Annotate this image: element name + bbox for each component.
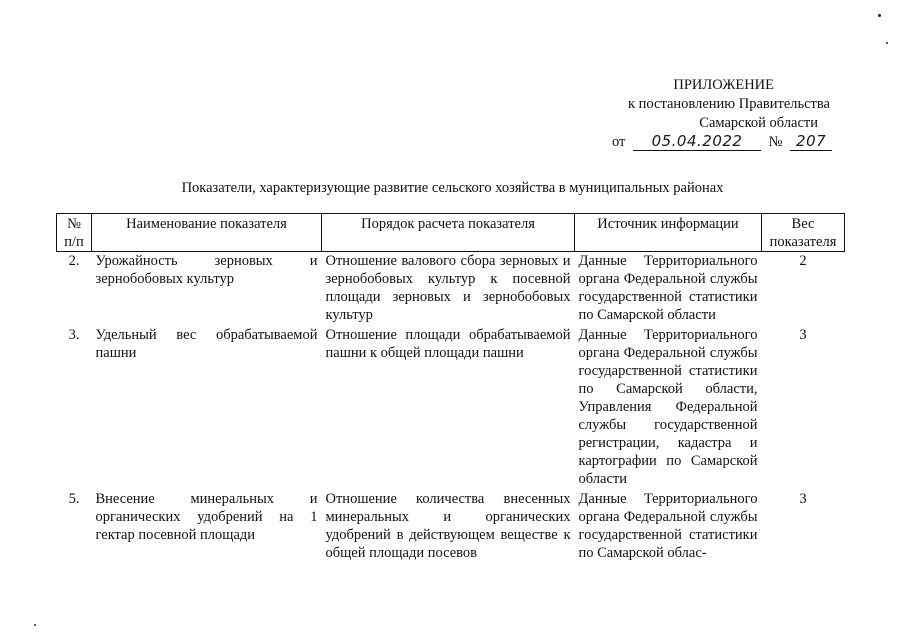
row-number: 3. xyxy=(68,327,80,343)
number-prefix: № xyxy=(768,134,783,150)
row-calculation-method: Отношение валового сбора зерновых и зернобобовых культур к посевной площади зерновых и зернобобовых культур xyxy=(325,253,571,323)
header-calculation-method: Порядок расчета показателя xyxy=(322,214,575,252)
appendix-decree-line: к постановлению Правительства xyxy=(628,96,830,112)
header-weight: Вес показателя xyxy=(762,214,845,252)
scan-speck xyxy=(34,624,36,626)
row-number: 2. xyxy=(68,253,80,269)
document-title: Показатели, характеризующие развитие сельского хозяйства в муниципальных районах xyxy=(181,180,724,196)
row-number: 5. xyxy=(68,491,80,507)
row-weight: 3 xyxy=(799,327,807,343)
row-calculation-method: Отношение площади обрабатываемой пашни к общей площади пашни xyxy=(325,327,571,361)
row-calculation-method: Отношение количества внесенных минеральных и органических удобрений в действующем веществе к общей площади посевов xyxy=(325,491,571,561)
row-weight: 2 xyxy=(799,253,807,269)
appendix-title: ПРИЛОЖЕНИЕ xyxy=(673,77,774,93)
row-indicator-name: Удельный вес обрабатываемой пашни xyxy=(95,327,318,361)
row-information-source: Данные Территориального органа Федеральной службы государственной статистики по Самарской облас- xyxy=(578,491,758,561)
scan-speck xyxy=(878,14,881,17)
table-row xyxy=(57,252,845,327)
header-information-source: Источник информации xyxy=(575,214,762,252)
header-indicator-name: Наименование показателя xyxy=(92,214,322,252)
row-indicator-name: Внесение минеральных и органических удобрений на 1 гектар посевной площади xyxy=(95,491,318,543)
table-row xyxy=(57,326,845,490)
indicators-table xyxy=(56,213,845,562)
row-information-source: Данные Территориального органа Федеральной службы государственной статистики по Самарской области, Управления Федеральной службы государственной регистрации, кадастра и картографии по Самарской области xyxy=(578,327,758,487)
decree-date-number xyxy=(612,132,832,151)
row-indicator-name: Урожайность зерновых и зернобобовых культур xyxy=(95,253,318,287)
scan-speck xyxy=(886,42,888,44)
handwritten-number: 207 xyxy=(790,132,832,151)
header-number: № п/п xyxy=(57,214,92,252)
date-prefix: от xyxy=(612,134,626,150)
appendix-region-line: Самарской области xyxy=(699,115,818,131)
appendix-block xyxy=(560,76,830,133)
table-row xyxy=(57,490,845,562)
row-weight: 3 xyxy=(799,491,807,507)
table-header-row xyxy=(57,214,845,252)
handwritten-date: 05.04.2022 xyxy=(633,132,761,151)
row-information-source: Данные Территориального органа Федеральной службы государственной статистики по Самарской области xyxy=(578,253,758,323)
